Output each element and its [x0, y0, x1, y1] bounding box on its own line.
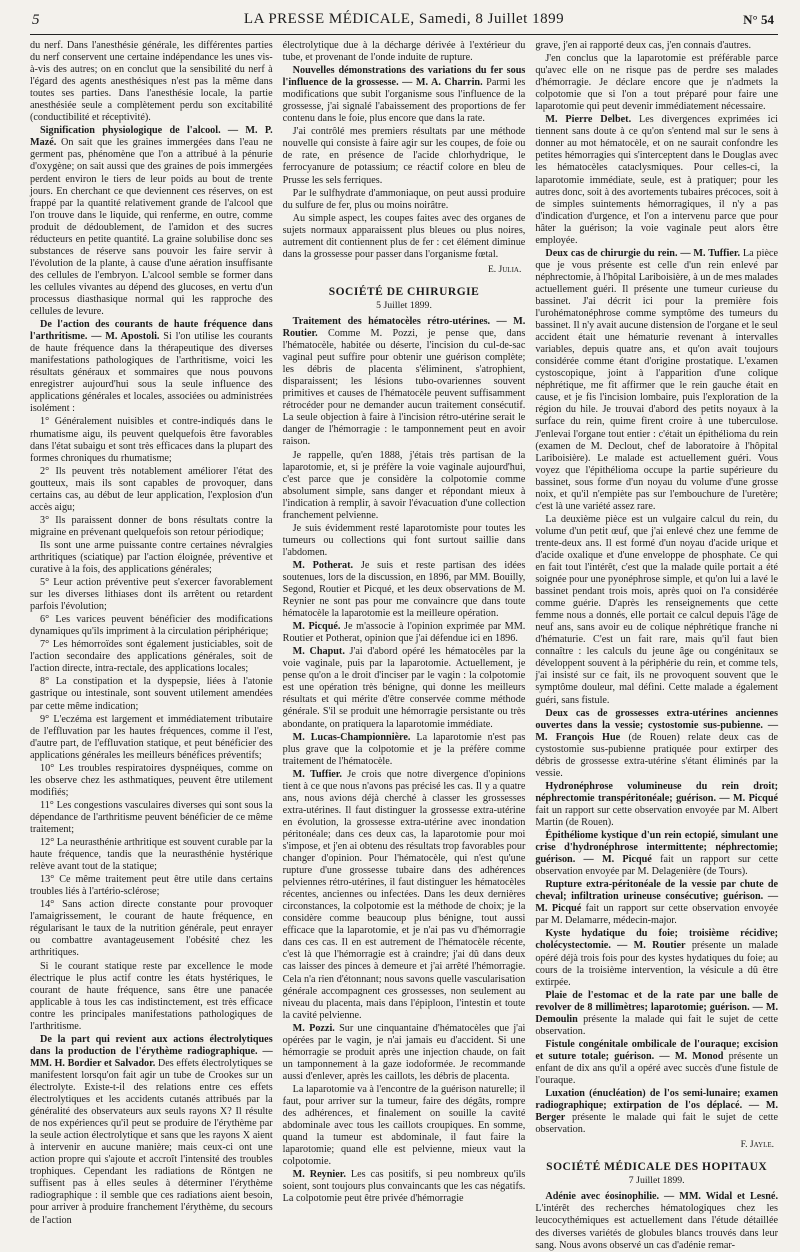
- paragraph-heading: Traitement des hématocèles rétro-utérines. — M. Routier.: [282, 315, 526, 340]
- paragraph: [30, 961, 273, 1033]
- paragraph: [535, 708, 778, 780]
- paragraph: [283, 769, 526, 1022]
- paragraph-text: 13° Ce même traitement peut être utile dans certains troubles liés à l'artério-sclérose;: [30, 874, 273, 898]
- paragraph-text: Si le courant statique reste par excellence le mode électrique le plus actif contre les états hystériques, le courant de haute fréquence, sans être une panacée applicable à tous les cas indistinctement, est très efficace contre les principales manifestations pathologiques de l'arthritisme.: [30, 960, 273, 1032]
- paragraph: [30, 763, 273, 799]
- columns: [30, 40, 779, 1251]
- paragraph: [283, 65, 526, 125]
- paragraph: [535, 990, 778, 1038]
- paragraph-text: Je suis évidemment resté laparotomiste pour toutes les tumeurs ou collections qui font surtout saillie dans l'abdomen.: [282, 522, 526, 558]
- paragraph-heading: De l'action des courants de haute fréquence dans l'arthritisme. — M. Apostoli.: [30, 319, 273, 343]
- section-title: SOCIÉTÉ DE CHIRURGIE: [328, 285, 480, 298]
- paragraph: [535, 830, 778, 878]
- paragraph-text: 11° Les congestions vasculaires diverses qui sont sous la dépendance de l'arthritisme peuvent bénéficier de ce même traitement;: [30, 799, 273, 835]
- paragraph: [30, 577, 273, 613]
- paragraph-text: Les divergences exprimées ici tiennent sans doute à ce qu'on s'entend mal sur le sens à donner au mot hématocèle, et on ne saurait confondre les petites hémorragies qui s'interceptent dans le Douglas avec les hématocèles cataclysmiques. Pour celles-ci, la laparotomie immédiate, seule, est à pratiquer; pour les autres donc, soit à des avortements tubaires précoces, soit à de simples suintements hémorragiques, il n'y a pas d'indication d'urgence, et l'on a intervenu parce que pour hâter la guérison; la voie vaginale peut alors être employée.: [535, 114, 779, 246]
- paragraph-text: électrolytique due à la décharge dérivée à l'extérieur du tube, et provenant de l'onde induite de rupture.: [282, 40, 526, 64]
- paragraph-heading: Nouvelles démonstrations des variations du fer sous l'influence de la grossesse. — M. A. Charrin.: [282, 65, 526, 89]
- paragraph-text: Les cas positifs, si peu nombreux qu'ils soient, sont toujours plus convaincants que les cas négatifs. La colpotomie peut être privée d'hémorragie: [282, 1169, 526, 1205]
- paragraph-text: 7° Les hémorroïdes sont également justiciables, soit de l'action secondaire des applications générales, soit de l'action directe, intra-rectale, des applications locales;: [30, 639, 273, 675]
- paragraph-text: fait un rapport sur cette observation envoyée par M. Albert Martin (de Rouen).: [535, 804, 779, 828]
- section-date: 5 Juillet 1899.: [376, 299, 432, 311]
- section-title: SOCIÉTÉ MÉDICALE DES HOPITAUX: [546, 1161, 768, 1174]
- paragraph-heading: M. Picqué.: [292, 621, 341, 633]
- paragraph: [535, 1191, 778, 1251]
- paragraph-text: grave, j'en ai rapporté deux cas, j'en connais d'autres.: [535, 40, 752, 51]
- paragraph-heading: Hydronéphrose volumineuse du rein droit; néphrectomie transpéritonéale; guérison. — M. Picqué: [535, 780, 779, 804]
- paragraph-text: 3° Ils paraissent donner de bons résultats contre la migraine en prévenant quelquefois son retour périodique;: [30, 514, 273, 538]
- paragraph: [283, 213, 526, 261]
- paragraph: [30, 1034, 273, 1227]
- paragraph: [30, 540, 273, 576]
- author-signature: F. Jayle.: [740, 1140, 775, 1151]
- paragraph: [283, 560, 526, 620]
- paragraph-heading: Signification physiologique de l'alcool. — M. P. Mazé.: [30, 125, 273, 149]
- paragraph-text: présente un enfant de dix ans qu'il a opéré avec succès d'une fistule de l'ouraque.: [535, 1050, 779, 1086]
- paragraph-heading: M. Pozzi.: [292, 1022, 335, 1034]
- paragraph: [283, 1169, 526, 1205]
- column-1: [30, 40, 273, 1226]
- paragraph-heading: Luxation (énucléation) de l'os semi-lunaire; examen radiographique; extirpation de l'os déplacé. — M. Berger: [535, 1088, 779, 1124]
- paragraph: [535, 514, 778, 707]
- paragraph-text: (de Rouen) relate deux cas de cystostomie sus-pubienne pratiquée pour extirper des débris de grossesse extra-utérine s'étant éliminés par la vessie.: [535, 731, 779, 779]
- paragraph-text: 12° La neurasthénie arthritique est souvent curable par la haute fréquence, tandis que la neurasthénie hystérique relève avant tout de la statique;: [30, 837, 273, 873]
- paragraph-text: La laparotomie va à l'encontre de la guérison naturelle; il faut, pour arriver sur la tumeur, faire des dégâts, rompre des adhérences, et finalement on souille la cavité abdominale avec tous les caillots croupiques. En somme, quand la tumeur est abdominale, il faut faire la laparotomie; quand elle est pelvienne, mieux vaut la colpotomie.: [282, 1083, 526, 1168]
- paragraph-text: Par le sulfhydrate d'ammoniaque, on peut aussi produire du sulfure de fer, plus ou moins noirâtre.: [282, 187, 526, 211]
- paragraph-text: Ils sont une arme puissante contre certaines névralgies arthritiques (sciatique) par l'action éloignée, préventive et curative à la fois, des applications générales;: [30, 539, 273, 576]
- paragraph: [535, 1039, 778, 1087]
- paragraph-text: présente le malade qui fait le sujet de cette observation.: [535, 1112, 779, 1136]
- paragraph-text: Parmi les modifications que subit l'organisme sous l'influence de la grossesse, j'ai signalé l'abaissement des proportions de fer contenu dans le foie, plus encore que dans la rate.: [282, 77, 526, 125]
- paragraph-text: 14° Sans action directe constante pour provoquer l'amaigrissement, le courant de haute fréquence, en régularisant le taux de la nutrition générale, peut enrayer ou combattre avantageusement l'obésité chez les arthritiques.: [30, 899, 273, 959]
- paragraph-text: J'ai contrôlé mes premiers résultats par une méthode nouvelle qui consiste à faire agir sur les coupes, de foie ou de rate, en présence de l'acide chlorhydrique, le ferrocyanure de potassium; ce réactif colore en bleu de Prusse les sels ferriques.: [282, 126, 526, 186]
- paragraph-text: du nerf. Dans l'anesthésie générale, les différentes parties du nerf conservent une certaine indépendance les unes vis-à-vis des autres; on en conclut que la sensibilité du nerf à l'égard des agents anesthésiques n'est pas la même dans toutes ses parties. Dans l'anesthésie locale, la partie anesthésiée seule a complètement perdu son excitabilité (conductibilité et réceptivité).: [30, 40, 273, 124]
- paragraph: [535, 1088, 778, 1136]
- paragraph: [30, 319, 273, 415]
- paragraph: [535, 928, 778, 988]
- author-signature: E. Julia.: [488, 264, 522, 275]
- paragraph-text: 10° Les troubles respiratoires dyspnéiques, comme on les observe chez les asthmatiques, peuvent être utilement modifiés;: [30, 762, 273, 798]
- column-3: [535, 40, 779, 1251]
- paragraph: [30, 515, 273, 539]
- paragraph: [535, 879, 778, 927]
- column-2: [282, 40, 526, 1205]
- paragraph: [30, 40, 273, 124]
- paragraph-text: Au simple aspect, les coupes faites avec des organes de sujets normaux apparaissent plus bleues ou plus noires, autrement dit contiennent plus de fer : cet élément diminue dans la grossesse pour passer dans l'organisme fœtal.: [282, 212, 526, 260]
- section-date: 7 Juillet 1899.: [628, 1175, 685, 1187]
- paragraph-heading: Kyste hydatique du foie; troisième récidive; cholécystectomie. — M. Routier: [535, 928, 779, 952]
- paragraph: [283, 523, 526, 559]
- paragraph-heading: M. Chaput.: [292, 646, 345, 658]
- paragraph-text: L'intérêt des recherches hématologiques chez les leucocythémiques est actuellement dans l'étude détaillée des diverses variétés de globules blancs trouvés dans leur sang. Nous avons observé un cas d'adénie remar-: [535, 1203, 779, 1251]
- paragraph-heading: Épithéliome kystique d'un rein ectopié, simulant une crise d'hydronéphrose intermittente; néphrectomie; guérison. — M. Picqué: [535, 830, 779, 866]
- paragraph: [30, 800, 273, 836]
- paragraph-heading: Deux cas de chirurgie du rein. — M. Tuffier.: [545, 247, 741, 259]
- paragraph-text: présente un malade opéré déjà trois fois pour des kystes hydatiques du foie; au cours de la troisième intervention, la vésicule a dû être extirpée.: [535, 940, 779, 988]
- issue-number: N° 54: [743, 12, 774, 27]
- paragraph-heading: Fistule congénitale ombilicale de l'ouraque; excision et suture totale; guérison. — M. Monod: [535, 1038, 779, 1062]
- paragraph: [30, 676, 273, 712]
- paragraph-text: 5° Leur action préventive peut s'exercer favorablement sur les diverses lithiases dont ils arrêtent ou retardent parfois l'évolution;: [30, 577, 273, 613]
- paragraph-text: Je suis et reste partisan des idées soutenues, lors de la discussion, en 1896, par MM. Bouilly, Segond, Routier et Picqué, et les deux observations de M. Reynier ne sont pas pour me convaincre que dans toute hématocèle la laparotomie est la meilleure opération.: [282, 559, 526, 620]
- paragraph-text: Sur une cinquantaine d'hématocèles que j'ai opérées par le vagin, je n'ai jamais eu d'accident. Si une hémorragie se produit après une injection chaude, on fait un tamponnement à la gaze iodoformée. Je recommande aussi d'enlever, après les caillots, les débris de placenta.: [282, 1022, 526, 1082]
- paragraph: [283, 621, 526, 645]
- paragraph-text: fait un rapport sur cette observation envoyée par M. Delamarre, médecin-major.: [535, 903, 779, 927]
- paragraph-heading: De la part qui revient aux actions électrolytiques dans la production de l'érythème radiographique. — MM. H. Bordier et Salvador.: [30, 1033, 273, 1069]
- masthead: [30, 8, 778, 35]
- paragraph: [535, 248, 778, 513]
- paragraph: [30, 874, 273, 898]
- paragraph: [283, 1023, 526, 1083]
- paragraph-text: Je rappelle, qu'en 1888, j'étais très partisan de la laparotomie, et, si je préfère la voie vaginale aujourd'hui, c'est parce que je considère la colpotomie comme absolument simple, sans danger et répondant mieux à l'indication à remplir, à savoir l'évacuation d'une collection franchement pelvienne.: [282, 449, 526, 521]
- paragraph-text: présente la malade qui fait le sujet de cette observation.: [535, 1013, 779, 1037]
- paragraph-text: 1° Généralement nuisibles et contre-indiqués dans le rhumatisme aigu, ils peuvent quelquefois être favorables dans l'état subaigu et sont très efficaces dans la plupart des formes chroniques du rhumatisme;: [30, 416, 273, 464]
- paragraph-text: Je crois que notre divergence d'opinions tient à ce que nous n'avons pas précisé les cas. Il y a quatre ans, nous avions déjà cherché à classer les grossesses extra-utérines. Il faut distinguer la grossesse extra-utérine en évolution, la grossesse extra-utérine avec inondation péritonéale; dans ces deux cas, la laparotomie pour moi s'impose, et j'en ai obtenu des résultats trop favorables pour changer d'opinion. Pour l'hématocèle, qui n'est qu'une rupture d'une grossesse tubaire dans des adhérences pelviennes rétro-utérines, il faut distinguer les hématocèles récentes, anciennes ou infectées. Dans les deux dernières circonstances, la colpotomie est la méthode de choix; je la considère comme beaucoup plus bénigne, tout aussi efficace que la laparotomie, et je n'ai pas vu d'hémorragie dans ces cas. Il en est autrement de l'hématocèle récente, c'est là que l'hémorragie est à craindre; j'ai dû dans deux cas laisser des pinces à demeure et j'ai arrêté l'hémorragie. Cela n'a rien d'étonnant; nous savons quelle vascularisation générale accompagnent ces grossesses, non seulement au niveau du placenta, mais dans l'épiploon, l'intestin et toute la cavité pelvienne.: [282, 768, 526, 1021]
- paragraph: [30, 125, 273, 318]
- paragraph: [283, 732, 526, 768]
- paragraph: [30, 639, 273, 675]
- paragraph-text: Des effets électrolytiques se manifestent lorsqu'on fait agir un tube de Crookes sur un électrolyte. Existe-t-il des relations entre ces effets électrolytiques et les accidents cutanés attribués par la généralité des observateurs aux seuls rayons X? Il résulte de nos expériences qu'il peut se produire de l'érythème par la seule action électrolytique et sans que les rayons X aient à intervenir en aucune manière; mais ceux-ci ont une action propre qui s'ajoute et accroît l'intensité des troubles trophiques. Cependant les radiations de Röntgen ne suffisent pas à elles seules à déterminer l'érythème radiographique : il semble que ces radiations aient besoin, pour arriver à produire franchement l'érythème, du secours de l'action: [30, 1057, 273, 1226]
- paragraph: [535, 781, 778, 829]
- paragraph: [30, 416, 273, 464]
- paragraph-text: Si l'on utilise les courants de haute fréquence dans la thérapeutique des diverses manifestations pathologiques de l'arthritisme, voici les résultats généraux et sommaires que nous pouvons enregistrer aujourd'hui sous la seule influence des applications générales et locales, associées ou administrées isolément :: [30, 331, 273, 415]
- paragraph: [30, 614, 273, 638]
- paragraph: [30, 714, 273, 762]
- paragraph-text: La laparotomie n'est pas plus grave que la colpotomie et je la préfère comme traitement de l'hématocèle.: [282, 731, 526, 767]
- paragraph-heading: M. Lucas-Championnière.: [292, 731, 411, 743]
- paragraph-text: On sait que les graines immergées dans l'eau ne germent pas, phénomène que l'on a attribué à la pénurie d'oxygène; on sait aussi que des graines de pois immergées perdent environ le tiers de leur poids au bout de trente jours. En cherchant ce que deviennent ces réserves, on est frappé par la quantité relativement grande de l'alcool que l'on trouve dans le liquide, qui renferme, en outre, comme produit de dédoublement, de l'amidon et des sucres réducteurs en petite quantité. La graine solubilise donc ses substances de réserve sans pouvoir les faire servir à l'évolution de la plante, à cause d'une aération insuffisante des cellules de l'embryon. L'alcool semble se former dans les cellules vivantes au dépend des glucoses, en vertu d'un processus diasthasique normal qui les rapproche des cellules de levure.: [30, 137, 273, 318]
- paragraph-text: J'ai d'abord opéré les hématocèles par la voie vaginale, puis par la laparotomie. Actuellement, je pense qu'on a le droit d'inciser par le vagin : la colpotomie est une opération très bénigne, qui donne les meilleurs résultats et qui mérite d'être conservée comme méthode générale. S'il se produit une hémorragie persistante ou très abondante, on pratiquera la laparotomie immédiate.: [282, 646, 526, 730]
- paragraph-text: 6° Les varices peuvent bénéficier des modifications dynamiques qu'ils impriment à la circulation périphérique;: [30, 614, 273, 638]
- paragraph: [30, 899, 273, 959]
- paragraph-text: Comme M. Pozzi, je pense que, dans l'hématocèle, habitée ou déserte, l'incision du cul-de-sac vaginal peut suffire pour obtenir une guérison complète; les débris de placenta s'éliminent, s'atrophient, disparaissent; les lésions tubo-ovariennes souvent primitives et causes de l'hématocèle peuvent suffisamment rétrocéder pour ne demander aucun traitement consécutif. La seule objection à faire à l'incision rétro-utérine serait le danger de l'hémorragie : le tamponnement peut en avoir raison.: [282, 328, 526, 448]
- paragraph: [283, 188, 526, 212]
- paragraph: [283, 450, 526, 522]
- paragraph: [283, 646, 526, 730]
- paragraph: [283, 316, 526, 449]
- paragraph: [30, 466, 273, 514]
- paragraph-text: La pièce que je vous présente est celle d'un rein enlevé par néphrectomie, à l'hôpital Lariboisière, à un de mes malades actuellement guéri. Il présente une tumeur curieuse du bassinet. J'ai décrit ici pour la première fois l'urohématonéphrose comme symptôme des tumeurs du bassinet. Il n'y avait aucune distension de l'organe et le seul accident était une hématurie revenant à intervalles variables, depuis quatre ans, et qu'on avait toujours considérée comme étant d'origine prostatique. L'examen cystoscopique, joint à l'apparition d'une colique néphrétique, me fit affirmer que le rein gauche était en cause, et je fis l'incision lombaire, puis l'exploration de la région du hile. Je trouvai d'abord des petits noyaux à la surface du rein, quime firent croire à une tuberculose. J'enlevai l'organe tout entier : c'était un épithélioma du rein (examen de M. Declout, chef de laboratoire à l'hôpital Lariboisière). Le malade est actuellement guéri. Vous voyez que l'épithélioma occupe la partie supérieure du bassinet, sous forme d'un noyau du volume d'une grosse noix, et qu'il n'empiète pas sur l'embouchure de l'uretère; c'est là une variété assez rare.: [535, 247, 779, 512]
- paragraph-heading: M. Potherat.: [292, 559, 354, 571]
- paragraph-text: 2° Ils peuvent très notablement améliorer l'état des goutteux, mais ils sont capables de provoquer, dans certains cas, au début de leur application, l'explosion d'un accès aigu;: [30, 465, 273, 513]
- paragraph-heading: M. Reynier.: [292, 1169, 346, 1181]
- paragraph-heading: M. Pierre Delbet.: [545, 114, 632, 126]
- paragraph-text: 8° La constipation et la dyspepsie, liées à l'atonie gastrique ou intestinale, sont souvent utilement amendées par cette même indication;: [30, 676, 273, 712]
- paragraph-heading: Rupture extra-péritonéale de la vessie par chute de cheval; infiltration urineuse consécutive; guérison. — M. Picqué: [535, 879, 779, 915]
- paragraph-text: fait un rapport sur cette observation envoyée par M. Delagenière (de Tours).: [535, 854, 779, 878]
- paragraph-text: 9° L'eczéma est largement et immédiatement tributaire de l'effluvation par les hautes fréquences, comme il l'est, d'autre part, de l'effluvation statique, et peut bénéficier des applications générales les meilleurs bénéfices préventifs;: [30, 713, 273, 761]
- paragraph-text: La deuxième pièce est un vulgaire calcul du rein, du volume d'un petit œuf, que j'ai enlevé chez une femme de trente-deux ans. Il est formé d'un noyau d'acide urique et d'acide oxalique et d'une enveloppe de phosphate. Ce qui en fait tout l'intérêt, c'est que la malade quile portait a été soignée pour une pyonéphrose simple, et qu'on lui a lavé le bassinet pendant trois mois, après quoi on l'a considérée comme guérie. D'après les renseignements que cette femme nous a donnés, elle portait ce calcul depuis l'âge de neuf ans, sans avoir eu de colique néphrétique franche ni d'hématurie. C'est un fait rare, mais qu'il faut bien connaître : les calculs du jeune âge ou congénitaux se développent souvent à la périphérie du rein, et comme tels, j'ai insisté sur ce fait, ils ne provoquent souvent que le symptôme douleur, mal défini. Cette malade a également guéri, sans fistule.: [535, 513, 779, 706]
- paragraph: [535, 114, 778, 247]
- paragraph: [283, 40, 526, 64]
- paragraph-heading: M. Tuffier.: [292, 768, 342, 780]
- page-number: 5: [32, 12, 40, 28]
- paragraph-text: Je m'associe à l'opinion exprimée par MM. Routier et Potherat, opinion que j'ai défendue ici en 1896.: [282, 621, 526, 645]
- paragraph: [535, 53, 778, 113]
- paragraph: [30, 837, 273, 873]
- paragraph: [283, 126, 526, 186]
- paragraph-heading: Adénie avec éosinophilie. — MM. Widal et Lesné.: [545, 1191, 779, 1203]
- paragraph: [283, 1084, 526, 1168]
- paragraph-text: J'en conclus que la laparotomie est préférable parce qu'avec elle on ne risque pas de perdre ses malades d'hémorragie. Je déclare encore que je n'admets la colpotomie que si l'on a tout préparé pour faire une laparotomie qui peut devenir immédiatement nécessaire.: [535, 53, 779, 113]
- page-title: LA PRESSE MÉDICALE, Samedi, 8 Juillet 1899: [243, 11, 565, 27]
- paragraph: [535, 40, 778, 52]
- paragraph-heading: Deux cas de grossesses extra-utérines anciennes ouvertes dans la vessie; cystostomie sus-pubienne. — M. François Hue: [535, 707, 779, 743]
- paragraph-heading: Plaie de l'estomac et de la rate par une balle de revolver de 8 millimètres; laparotomie; guérison. — M. Demoulin: [535, 989, 779, 1025]
